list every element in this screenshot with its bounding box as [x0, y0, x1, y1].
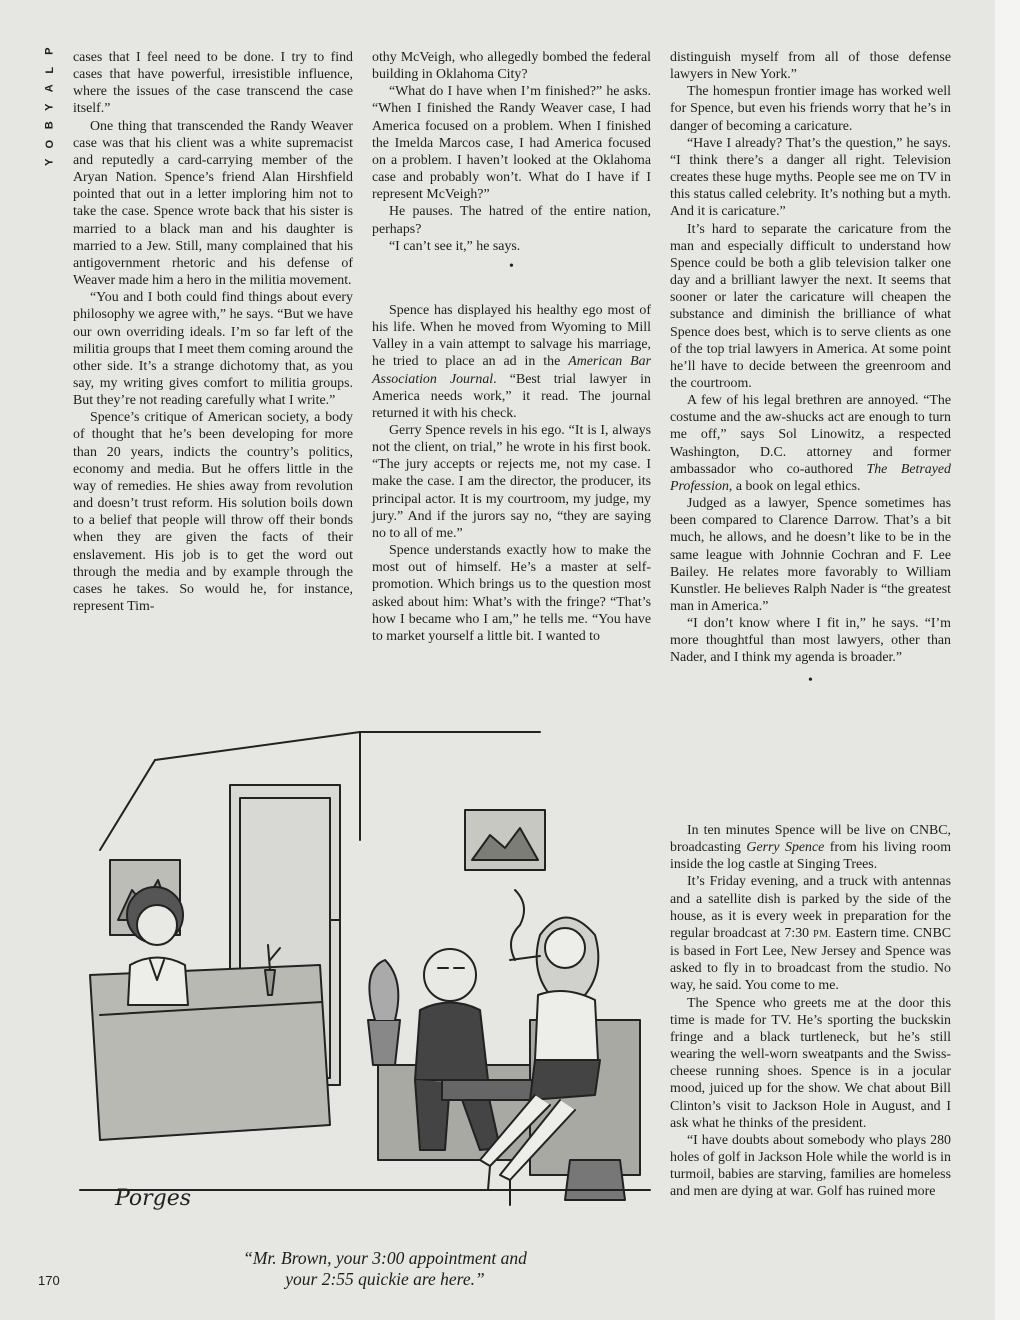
paragraph	[670, 392, 951, 495]
cartoon-illustration	[60, 720, 660, 1240]
cartoon-signature: Porges	[115, 1186, 192, 1211]
text-run: Spence has displayed his healthy ego most of his life. When he moved from Wyoming to Mill Valley in a vain attempt to salvage his marriage, he tried to place an ad in the	[372, 302, 651, 370]
paragraph: “I can’t see it,” he says.	[389, 238, 521, 254]
masthead-letter: Y	[43, 158, 56, 166]
article-column-3-lower	[670, 822, 951, 1200]
paragraph: Spence’s critique of American society, a body of thought that he’s been developing for more than 20 years, indicts the country’s politics, economy and media. But he offers little in the way of remedies. He shies away from revolution and doesn’t trust reform. His solution boils down to a belief that people will throw off their bonds when they are given the facts of their enslavement. His job is to get the word out through the media and by example through the cases he takes. So would he, for instance, represent Tim-	[73, 410, 353, 614]
paragraph: “You and I both could find things about every philosophy we agree with,” he says. “But we have our own overriding ideals. I’m so far left of the militia groups that I meet them coming around the other side. It’s a strange dichotomy that, as you say, my writing gives comfort to militia groups. But they’re not reading carefully what I write.”	[73, 290, 353, 409]
page-number: 170	[38, 1273, 60, 1288]
paragraph	[670, 822, 951, 873]
paragraph: distinguish myself from all of those defense lawyers in New York.”	[670, 50, 951, 83]
text-run: PM.	[813, 928, 832, 940]
paragraph: It’s hard to separate the caricature from the man and especially difficult to understand how Spence could be both a glib television talker one day and a brilliant lawyer the next. It seems that sooner or later the caricature will cheapen the substance and diminish the brilliance of what Spence does best, which is to serve clients as one of the top trial lawyers in America. At some point he’ll have to decide between the greenroom and the courtroom.	[670, 221, 951, 391]
paragraph: “I have doubts about somebody who plays 280 holes of golf in Jackson Hole while the world is in turmoil, babies are starving, families are homeless and men are dying at war. Golf has ruined more	[670, 1132, 951, 1200]
text-run: Eastern time. CNBC is based in Fort Lee, New Jersey and Spence was asked to fly in to broadcast from the studio. No way, he said. You come to me.	[670, 925, 951, 994]
paragraph	[670, 873, 951, 994]
paragraph: othy McVeigh, who allegedly bombed the federal building in Oklahoma City?	[372, 50, 651, 83]
masthead-letter: A	[43, 84, 56, 93]
masthead-letter: B	[43, 121, 56, 130]
masthead-letter: L	[43, 66, 56, 74]
text-run: , a book on legal ethics.	[728, 478, 861, 494]
publication-title: American Bar Association Journal	[372, 354, 652, 387]
cartoon-caption	[150, 1248, 620, 1290]
paragraph: cases that I feel need to be done. I try to find cases that have powerful, irresistible influence, where the issues of the case transcend the case itself.”	[73, 50, 353, 117]
paragraph: “What do I have when I’m finished?” he asks. “When I finished the Randy Weaver case, I had America focused on a problem. When I finished the Imelda Marcos case, I had America focused on a problem. I haven’t looked at the Oklahoma case and probably won’t. What do I have if I represent McVeigh?”	[372, 84, 651, 203]
caption-line: your 2:55 quickie are here.”	[285, 1269, 485, 1289]
masthead-letter: O	[43, 139, 56, 149]
text-run: A few of his legal brethren are annoyed. “The costume and the aw-shucks act are enough to turn me off,” says Sol Linowitz, a respected Washington, D.C. attorney and former ambassador who co-authored	[670, 393, 951, 477]
paragraph: Judged as a lawyer, Spence sometimes has been compared to Clarence Darrow. That’s a bit much, he allows, and he doesn’t like to be in the same league with Johnnie Cochran and F. Lee Bailey. He relates more favorably to William Kunstler. He believes Ralph Nader is “the greatest man in America.”	[670, 496, 951, 614]
paragraph: One thing that transcended the Randy Weaver case was that his client was a white supremacist and reputedly a card-carrying member of the Aryan Nation. Spence’s friend Alan Hirshfield pointed that out in a letter imploring him not to take the case. Spence wrote back that his sister is married to a black man and his daughter is married to a Jew. Still, many complained that his antigovernment rhetoric and his defense of Weaver made him a hero in the militia movement.	[73, 118, 353, 289]
masthead-letter: Y	[43, 103, 56, 111]
paragraph: “I don’t know where I fit in,” he says. “I’m more thoughtful than most lawyers, other than Nader, and I think my agenda is broader.”	[670, 616, 951, 666]
page-edge	[995, 0, 1020, 1320]
paragraph: “Have I already? That’s the question,” he says. “I think there’s a danger all right. Television creates these huge myths. People see me on TV in this status called celebrity. It’s nothing but a myth. And it is caricature.”	[670, 135, 951, 220]
show-title: Gerry Spence	[746, 840, 825, 856]
paragraph: The homespun frontier image has worked well for Spence, but even his friends worry that he’s in danger of becoming a caricature.	[670, 84, 951, 134]
article-column-1	[73, 49, 353, 615]
text-run: In ten minutes Spence will be live on CNBC, broadcasting	[670, 823, 951, 856]
article-column-2	[372, 49, 651, 645]
article-column-3	[670, 49, 951, 689]
paragraph: Spence understands exactly how to make the most out of himself. He’s a master at self-promotion. Which brings us to the question most asked about him: What’s with the fringe? “That’s how I became who I am,” he tells me. “You have to market yourself a little bit. I wanted to	[372, 543, 651, 644]
book-title: The Betrayed Profession	[670, 461, 952, 494]
text-run: from his living room inside the log castle at Singing Trees.	[670, 840, 951, 873]
paragraph: He pauses. The hatred of the entire nation, perhaps?	[372, 204, 651, 237]
paragraph	[372, 302, 651, 422]
text-run: . “Best trial lawyer in America needs work,” it read. The journal returned it with his check.	[372, 371, 651, 421]
section-break-bullet: •	[509, 258, 514, 274]
masthead-vertical	[40, 42, 60, 172]
masthead-letter: P	[43, 47, 56, 55]
caption-line: “Mr. Brown, your 3:00 appointment and	[243, 1248, 527, 1268]
paragraph: The Spence who greets me at the door this time is made for TV. He’s sporting the buckskin fringe and a black turtleneck, but he’s still wearing the well-worn sweatpants and the Swiss-cheese running shoes. Spence is in a jocular mood, juiced up for the show. We chat about Bill Clinton’s visit to Jackson Hole in August, and I ask what he thinks of the president.	[670, 995, 951, 1131]
text-run: It’s Friday evening, and a truck with antennas and a satellite dish is parked by the side of the house, as it is every week in preparation for the regular broadcast at 7:30	[670, 874, 951, 941]
section-break-bullet: •	[808, 672, 813, 688]
paragraph: Gerry Spence revels in his ego. “It is I, always not the client, on trial,” he wrote in his first book. “The jury accepts or rejects me, not my case. I make the case. I am the director, the producer, its principal actor. It is my courtroom, my judge, my jury.” And if the jurors say no, “they are saying no to all of me.”	[372, 422, 651, 541]
